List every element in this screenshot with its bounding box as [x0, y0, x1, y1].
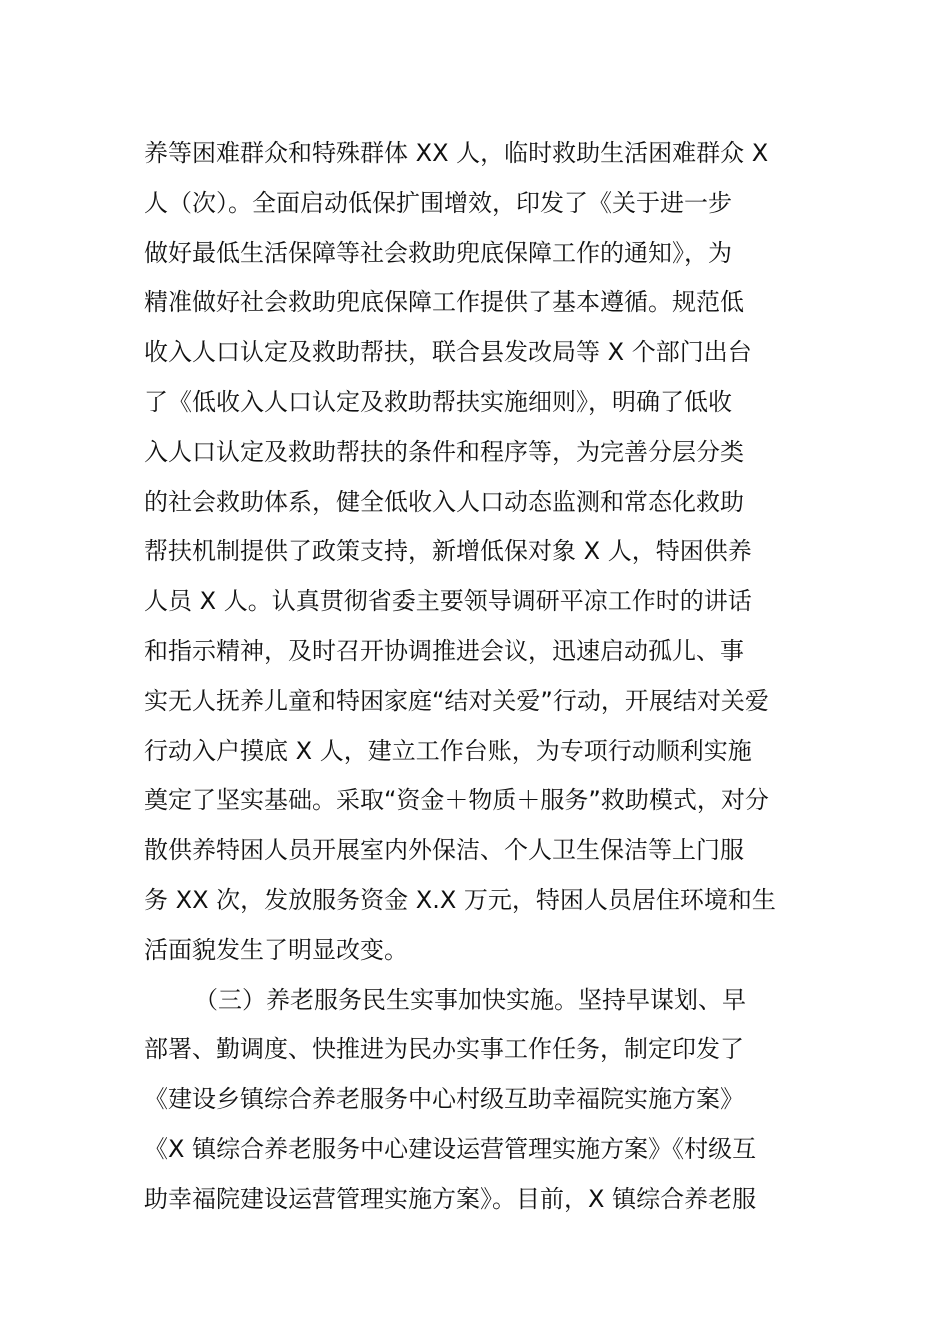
section-heading-line: （三）养老服务民生实事加快实施。坚持早谋划、早 — [194, 985, 746, 1014]
text-line: 人员 X 人。认真贯彻省委主要领导调研平凉工作时的讲话 — [144, 587, 752, 616]
text-line: 散供养特困人员开展室内外保洁、个人卫生保洁等上门服 — [144, 836, 744, 865]
text-line: 《建设乡镇综合养老服务中心村级互助幸福院实施方案》 — [144, 1085, 744, 1114]
text-line: 帮扶机制提供了政策支持，新增低保对象 X 人，特困供养 — [144, 537, 752, 566]
text-line: 精准做好社会救助兜底保障工作提供了基本遵循。规范低 — [144, 288, 744, 317]
text-line: 《X 镇综合养老服务中心建设运营管理实施方案》《村级互 — [144, 1134, 757, 1163]
text-line: 奠定了坚实基础。采取“资金＋物质＋服务”救助模式，对分 — [144, 786, 769, 815]
text-line: 人（次）。全面启动低保扩围增效，印发了《关于进一步 — [144, 188, 732, 217]
text-line: 做好最低生活保障等社会救助兜底保障工作的通知》，为 — [144, 238, 732, 267]
text-line: 入人口认定及救助帮扶的条件和程序等，为完善分层分类 — [144, 437, 744, 466]
text-line: 实无人抚养儿童和特困家庭“结对关爱”行动，开展结对关爱 — [144, 686, 769, 715]
text-line: 收入人口认定及救助帮扶，联合县发改局等 X 个部门出台 — [144, 338, 752, 367]
text-line: 助幸福院建设运营管理实施方案》。目前，X 镇综合养老服 — [144, 1184, 757, 1213]
document-body — [144, 129, 809, 1225]
text-line: 行动入户摸底 X 人，建立工作台账，为专项行动顺利实施 — [144, 736, 752, 765]
text-line: 的社会救助体系，健全低收入人口动态监测和常态化救助 — [144, 487, 744, 516]
text-line: 了《低收入人口认定及救助帮扶实施细则》，明确了低收 — [144, 387, 732, 416]
text-line: 活面貌发生了明显改变。 — [144, 935, 408, 964]
text-line: 和指示精神，及时召开协调推进会议，迅速启动孤儿、事 — [144, 636, 744, 665]
text-line: 养等困难群众和特殊群体 XX 人，临时救助生活困难群众 X — [144, 139, 769, 167]
text-line: 部署、勤调度、快推进为民办实事工作任务，制定印发了 — [144, 1035, 744, 1064]
text-line: 务 XX 次，发放服务资金 X.X 万元，特困人员居住环境和生 — [144, 885, 776, 914]
